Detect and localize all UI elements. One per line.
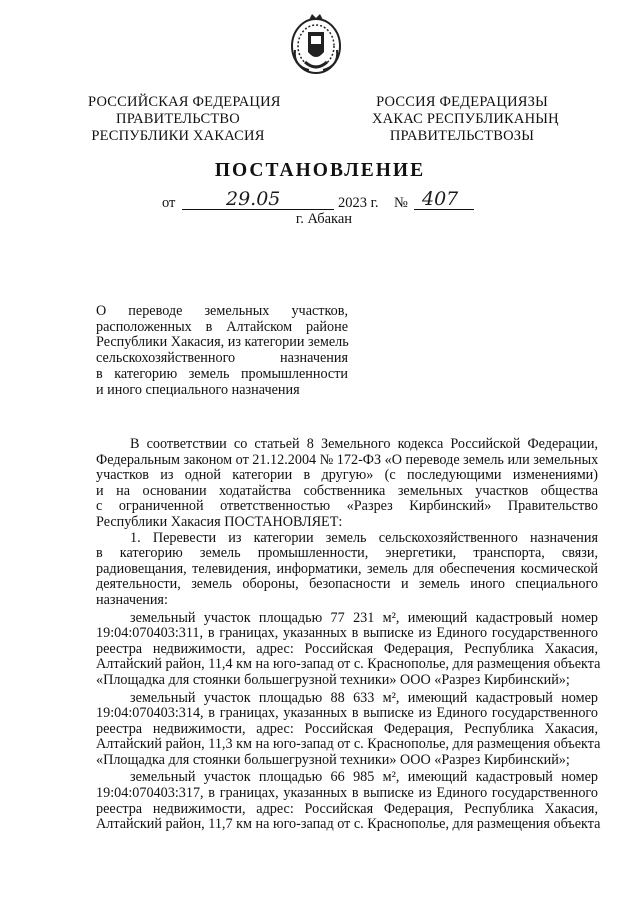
body-line: земельный участок площадью 88 633 м², имеющий кадастровый номер — [130, 689, 598, 706]
subject-line: и иного специального назначения — [96, 381, 300, 398]
body-line: 19:04:070403:311, в границах, указанных в выписке из Единого государственного — [96, 625, 598, 642]
date-from-label: от — [162, 195, 176, 211]
number-handwritten: 407 — [422, 188, 459, 210]
header-left — [88, 94, 281, 145]
body-line: назначения: — [96, 591, 168, 608]
body-line: реестра недвижимости, адрес: Российская Федерация, Республика Хакасия, — [96, 800, 598, 817]
body-line: земельный участок площадью 77 231 м², имеющий кадастровый номер — [130, 609, 598, 626]
header-left-line: РЕСПУБЛИКИ ХАКАСИЯ — [91, 128, 265, 144]
document-body — [96, 436, 601, 833]
body-line: и на основании ходатайства собственника земельных участков общества — [96, 482, 598, 499]
header-right — [372, 94, 559, 145]
body-line: деятельности, земель обороны, безопасности и земель иного специального — [96, 576, 598, 593]
header-left-line: РОССИЙСКАЯ ФЕДЕРАЦИЯ — [88, 94, 281, 110]
number-label: № — [394, 195, 408, 211]
body-line: В соответствии со статьей 8 Земельного кодекса Российской Федерации, — [130, 436, 598, 452]
subject-line: Республики Хакасия, из категории земель — [96, 334, 349, 351]
body-line: Алтайский район, 11,3 км на юго-запад от с. Краснополье, для размещения объекта — [96, 736, 601, 753]
body-line: земельный участок площадью 66 985 м², имеющий кадастровый номер — [130, 769, 598, 786]
document-title: ПОСТАНОВЛЕНИЕ — [214, 160, 426, 181]
city: г. Абакан — [295, 211, 353, 227]
date-handwritten: 29.05 — [226, 188, 281, 210]
body-line: 1. Перевести из категории земель сельскохозяйственного назначения — [130, 529, 598, 546]
body-line: с ограниченной ответственностью «Разрез Кирбинский» Правительство — [96, 498, 598, 515]
coat-of-arms-khakassia-icon — [287, 10, 345, 80]
body-line: радиовещания, телевидения, информатики, земель для обеспечения космической — [96, 560, 598, 577]
body-line: 19:04:070403:314, в границах, указанных в выписке из Единого государственного — [96, 705, 598, 722]
body-line: «Площадка для стоянки большегрузной техники» ООО «Разрез Кирбинский»; — [96, 671, 570, 688]
body-line: Алтайский район, 11,4 км на юго-запад от с. Краснополье, для размещения объекта — [96, 656, 601, 673]
body-line: Алтайский район, 11,7 км на юго-запад от с. Краснополье, для размещения объекта — [96, 816, 601, 833]
header-right-line: ПРАВИТЕЛЬСТВОЗЫ — [389, 128, 535, 144]
body-line: Федеральным законом от 21.12.2004 № 172-ФЗ «О переводе земель или земельных — [96, 451, 599, 468]
subject-line: сельскохозяйственного назначения — [96, 350, 348, 367]
body-line: реестра недвижимости, адрес: Российская Федерация, Республика Хакасия, — [96, 720, 598, 737]
subject-line: в категорию земель промышленности — [96, 365, 348, 382]
header-left-line: ПРАВИТЕЛЬСТВО — [116, 111, 240, 127]
document-subject — [96, 304, 348, 398]
subject-line: расположенных в Алтайском районе — [96, 318, 348, 335]
body-line: «Площадка для стоянки большегрузной техники» ООО «Разрез Кирбинский»; — [96, 751, 570, 768]
body-line: в категорию земель промышленности, энергетики, транспорта, связи, — [96, 545, 598, 562]
body-line: 19:04:070403:317, в границах, указанных в выписке из Единого государственного — [96, 785, 598, 802]
subject-line: О переводе земельных участков, — [96, 303, 348, 319]
body-line: Республики Хакасия ПОСТАНОВЛЯЕТ: — [96, 513, 343, 530]
body-line: реестра недвижимости, адрес: Российская Федерация, Республика Хакасия, — [96, 640, 598, 657]
body-line: участков из одной категории в другую» (с последующими изменениями) — [96, 467, 598, 484]
header-right-line: РОССИЯ ФЕДЕРАЦИЯЗЫ — [376, 94, 548, 110]
year-label: 2023 г. — [338, 195, 379, 211]
header-right-line: ХАКАС РЕСПУБЛИКАНЫҢ — [372, 111, 559, 127]
